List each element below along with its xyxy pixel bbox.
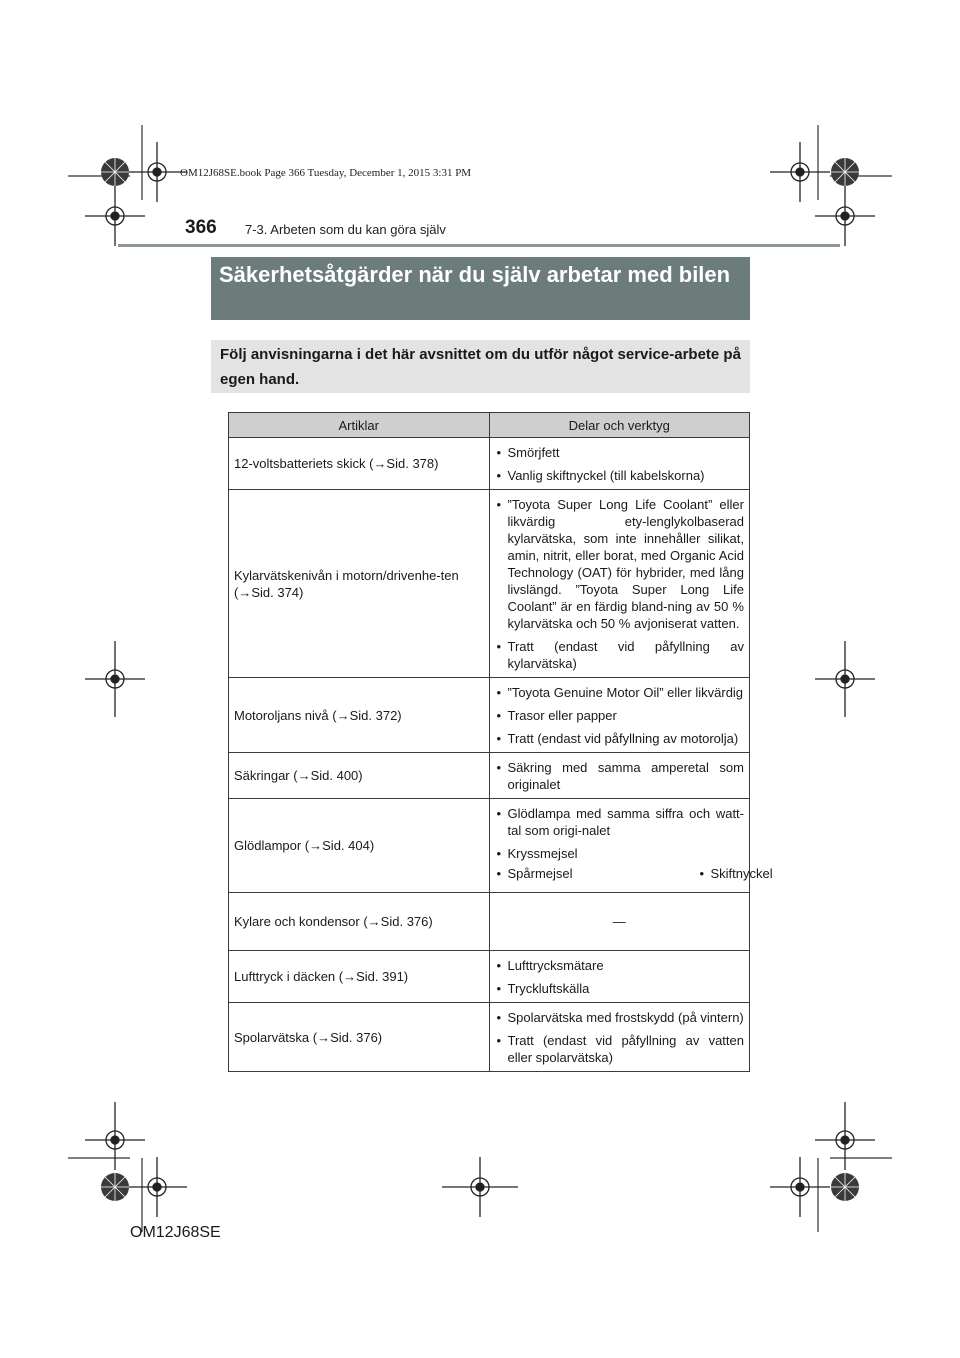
tools-cell [489,799,773,893]
tool-item: • Lufttrycksmätare [495,957,745,974]
tool-item: • Skiftnyckel [698,865,773,887]
tools-cell [489,951,750,1003]
tool-item: • Kryssmejsel [495,845,745,862]
item-cell: Säkringar (→Sid. 400) [229,753,490,799]
tools-cell [489,678,750,753]
section-title: Säkerhetsåtgärder när du själv arbetar med bilen [211,257,750,320]
tool-item: • Spårmejsel [495,865,698,882]
table-row [229,893,750,951]
tool-item: • Säkring med samma amperetal som originalet [495,759,745,793]
tools-cell [489,1003,750,1072]
page-number: 366 [185,217,217,238]
intro-text: Följ anvisningarna i det här avsnittet om du utför något service-arbete på egen hand. [211,340,750,393]
column-header-items: Artiklar [229,413,490,438]
table-header-row [229,413,750,438]
table-row [229,753,750,799]
item-cell: Kylarvätskenivån i motorn/drivenhe-ten (→Sid. 374) [229,490,490,678]
tools-cell [489,753,750,799]
tool-item: • Tratt (endast vid påfyllning av motorolja) [495,730,745,747]
item-cell: Glödlampor (→Sid. 404) [229,799,490,893]
tool-item: • ”Toyota Genuine Motor Oil” eller likvärdig [495,684,745,701]
tool-item: • Trasor eller papper [495,707,745,724]
book-stamp: OM12J68SE.book Page 366 Tuesday, December 1, 2015 3:31 PM [180,167,472,179]
item-cell: Kylare och kondensor (→Sid. 376) [229,893,490,951]
item-cell: Motoroljans nivå (→Sid. 372) [229,678,490,753]
table-row [229,799,750,893]
tools-cell-empty: — [489,893,750,951]
table-row [229,678,750,753]
table-row [229,1003,750,1072]
item-cell: Spolarvätska (→Sid. 376) [229,1003,490,1072]
tool-item: • ”Toyota Super Long Life Coolant” eller likvärdig ety-lenglykolbaserad kylarvätska, som inte innehåller silikat, amin, nitrit, eller borat, med Organic Acid Technology (OAT) för hybrider, med lång livslängd. ”Toyota Super Long Life Coolant” är en färdig bland-ning av 50 % kylarvätska och 50 % avjoniserat vatten. [495,496,745,632]
header-rule [118,244,840,247]
tool-item: • Smörjfett [495,444,745,461]
tool-item: • Tryckluftskälla [495,980,745,997]
item-cell: 12-voltsbatteriets skick (→Sid. 378) [229,438,490,490]
tool-item: • Tratt (endast vid påfyllning av vatten eller spolarvätska) [495,1032,745,1066]
tool-item: • Tratt (endast vid påfyllning av kylarvätska) [495,638,745,672]
column-header-tools: Delar och verktyg [489,413,750,438]
parts-table [228,412,773,1072]
table-row [229,438,750,490]
table-row [229,490,750,678]
running-head: 7-3. Arbeten som du kan göra själv [245,222,446,237]
item-cell: Lufttryck i däcken (→Sid. 391) [229,951,490,1003]
tool-item: • Vanlig skiftnyckel (till kabelskorna) [495,467,745,484]
tool-item: • Glödlampa med samma siffra och watt-tal som origi-nalet [495,805,745,839]
tool-item: • Spolarvätska med frostskydd (på vintern) [495,1009,745,1026]
tools-cell [489,438,750,490]
footer-code: OM12J68SE [130,1224,221,1241]
tools-cell [489,490,750,678]
table-row [229,951,750,1003]
